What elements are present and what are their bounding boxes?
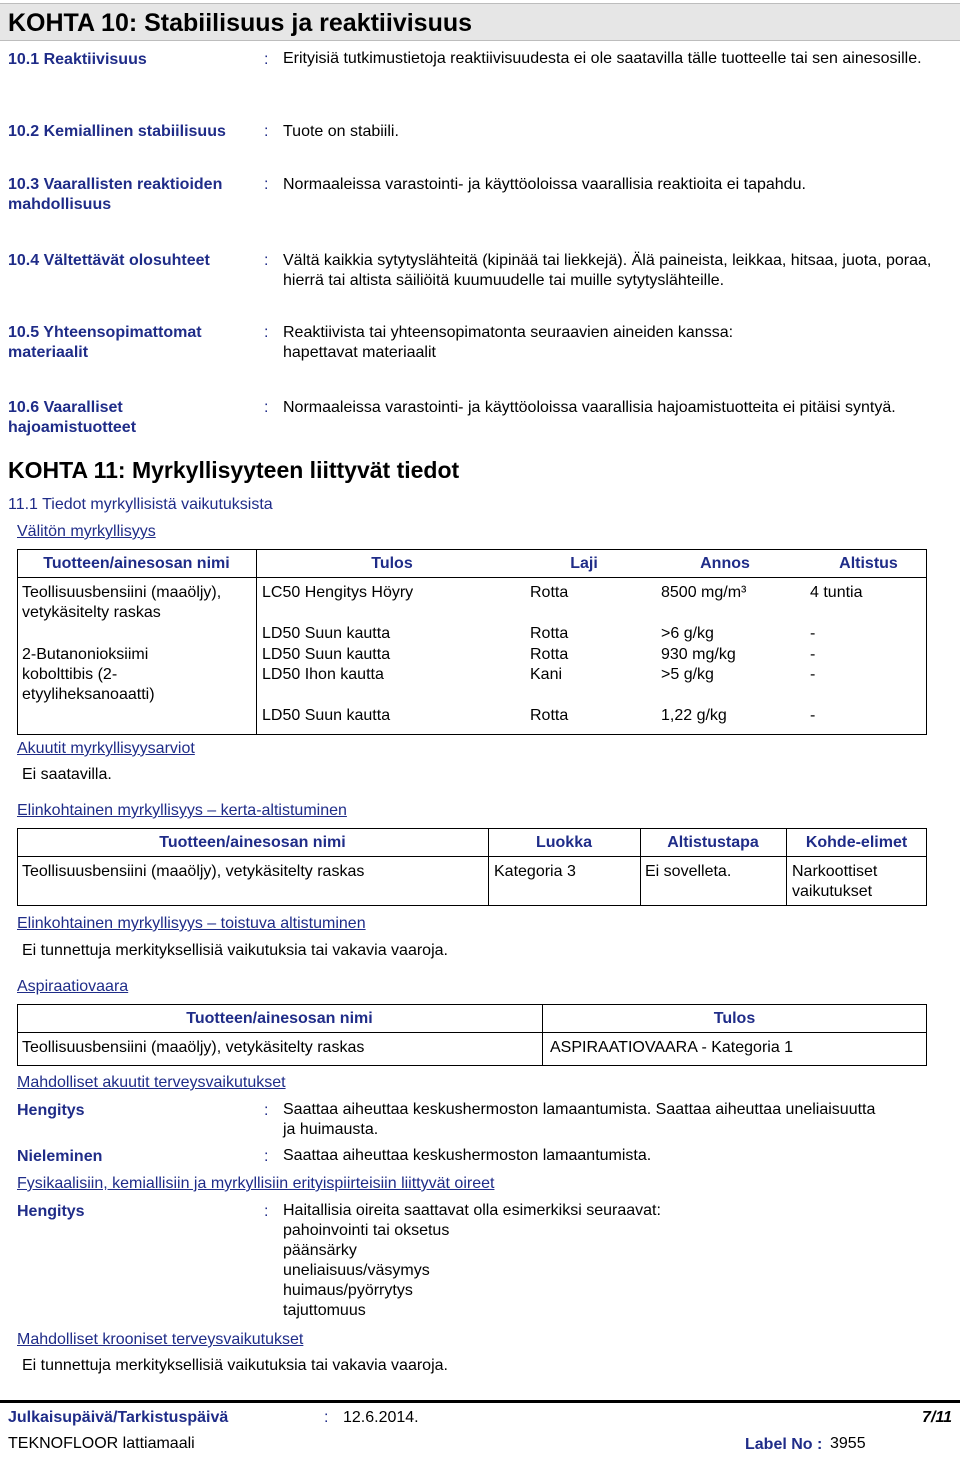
acute-toxicity-heading: Välitön myrkyllisyys <box>17 523 156 540</box>
footer-label-no-value: 3955 <box>830 1435 866 1452</box>
stot-single-heading: Elinkohtainen myrkyllisyys – kerta-altistuminen <box>17 802 347 819</box>
value-10-6: Normaaleissa varastointi- ja käyttöoloissa vaarallisia hajoamistuotteita ei pitäisi syntyä. <box>283 399 896 416</box>
acute-effects-value: Saattaa aiheuttaa keskushermoston lamaantumista. <box>283 1147 652 1164</box>
value-10-1: Erityisiä tutkimustietoja reaktiivisuudesta ei ole saatavilla tälle tuotteelle tai sen ainesosille. <box>283 50 922 67</box>
col-header-name: Tuotteen/ainesosan nimi <box>159 834 346 851</box>
tulos-cell: LD50 Suun kautta <box>262 646 391 663</box>
footer-divider <box>0 1400 960 1403</box>
tulos-cell: LD50 Suun kautta <box>262 707 391 724</box>
altistus-cell: 4 tuntia <box>810 584 863 601</box>
footer-page-number: 7/11 <box>922 1409 952 1426</box>
label-10-4: 10.4 Vältettävät olosuhteet <box>8 252 210 269</box>
annos-cell: >6 g/kg <box>661 625 714 642</box>
colon: : <box>264 252 269 269</box>
table-divider <box>256 549 257 735</box>
colon: : <box>264 123 269 140</box>
label-10-5: 10.5 Yhteensopimattomat materiaalit <box>8 324 202 361</box>
table-divider <box>17 856 927 857</box>
col-header-annos: Annos <box>700 555 750 572</box>
altistus-cell: - <box>810 646 816 663</box>
acute-effects-heading: Mahdolliset akuutit terveysvaikutukset <box>17 1074 286 1091</box>
altistus-cell: - <box>810 666 816 683</box>
stot-repeated-heading: Elinkohtainen myrkyllisyys – toistuva altistuminen <box>17 915 366 932</box>
symptoms-heading: Fysikaalisiin, kemiallisiin ja myrkyllisiin erityispiirteisiin liittyvät oireet <box>17 1175 495 1192</box>
laji-cell: Kani <box>530 666 563 683</box>
col-header-kohde-elimet: Kohde-elimet <box>805 834 908 851</box>
col-header-name: Tuotteen/ainesosan nimi <box>186 1010 373 1027</box>
footer-date-value: 12.6.2014. <box>343 1409 419 1426</box>
col-header-altistustapa: Altistustapa <box>667 834 759 851</box>
tulos-cell: LD50 Ihon kautta <box>262 666 384 683</box>
laji-cell: Rotta <box>530 625 569 642</box>
section-11-1-subtitle: 11.1 Tiedot myrkyllisistä vaikutuksista <box>8 496 273 513</box>
colon: : <box>264 324 269 341</box>
tulos-cell: LD50 Suun kautta <box>262 625 391 642</box>
altistus-cell: - <box>810 707 816 724</box>
substance-name: Teollisuusbensiini (maaöljy), vetykäsitelty raskas <box>22 863 365 880</box>
colon: : <box>264 1102 269 1119</box>
acute-effects-label: Hengitys <box>17 1102 85 1119</box>
colon: : <box>324 1409 329 1426</box>
colon: : <box>264 399 269 416</box>
tulos-cell: LC50 Hengitys Höyry <box>262 584 414 601</box>
colon: : <box>264 1203 269 1220</box>
colon: : <box>264 176 269 193</box>
section-10-header <box>0 3 960 41</box>
colon: : <box>264 51 269 68</box>
col-header-tulos: Tulos <box>713 1010 756 1027</box>
laji-cell: Rotta <box>530 584 569 601</box>
luokka-cell: Kategoria 3 <box>494 863 576 880</box>
symptoms-label: Hengitys <box>17 1203 85 1220</box>
aspiration-result: ASPIRAATIOVAARA - Kategoria 1 <box>550 1039 794 1056</box>
acute-effects-label: Nieleminen <box>17 1148 103 1165</box>
footer-product-name: TEKNOFLOOR lattiamaali <box>8 1435 195 1452</box>
chronic-text: Ei tunnettuja merkityksellisiä vaikutuksia tai vakavia vaaroja. <box>22 1357 448 1374</box>
substance-name: 2-Butanonioksiimi <box>22 646 149 663</box>
value-10-2: Tuote on stabiili. <box>283 123 399 140</box>
table-divider <box>17 577 927 578</box>
col-header-name: Tuotteen/ainesosan nimi <box>43 555 230 572</box>
annos-cell: 8500 mg/m³ <box>661 584 747 601</box>
footer-date-label: Julkaisupäivä/Tarkistuspäivä <box>8 1409 229 1426</box>
value-10-5: Reaktiivista tai yhteensopimatonta seuraavien aineiden kanssa: hapettavat materiaalit <box>283 324 734 361</box>
col-header-luokka: Luokka <box>535 834 592 851</box>
colon: : <box>264 1148 269 1165</box>
label-10-1: 10.1 Reaktiivisuus <box>8 51 147 68</box>
acute-estimates-text: Ei saatavilla. <box>22 766 112 783</box>
acute-estimates-heading: Akuutit myrkyllisyysarviot <box>17 740 195 757</box>
chronic-heading: Mahdolliset krooniset terveysvaikutukset <box>17 1331 304 1348</box>
laji-cell: Rotta <box>530 707 569 724</box>
kohde-elimet-cell: Narkoottiset vaikutukset <box>792 863 878 900</box>
label-10-3: 10.3 Vaarallisten reaktioiden mahdollisuus <box>8 176 223 213</box>
annos-cell: >5 g/kg <box>661 666 714 683</box>
section-10-title: KOHTA 10: Stabiilisuus ja reaktiivisuus <box>8 9 473 37</box>
aspiration-heading: Aspiraatiovaara <box>17 978 129 995</box>
annos-cell: 1,22 g/kg <box>661 707 727 724</box>
label-10-2: 10.2 Kemiallinen stabiilisuus <box>8 123 226 140</box>
symptoms-value: Haitallisia oireita saattavat olla esimerkiksi seuraavat: pahoinvointi tai oksetus päänsärky uneliaisuus/väsymys huimaus/pyörrytys tajuttomuus <box>283 1202 661 1319</box>
stot-repeated-text: Ei tunnettuja merkityksellisiä vaikutuksia tai vakavia vaaroja. <box>22 942 448 959</box>
col-header-laji: Laji <box>570 555 598 572</box>
col-header-tulos: Tulos <box>371 555 413 572</box>
label-10-6: 10.6 Vaaralliset hajoamistuotteet <box>8 399 137 436</box>
value-10-4: Vältä kaikkia sytytyslähteitä (kipinää tai liekkejä). Älä paineista, leikkaa, hitsaa, juota, poraa, hierrä tai altista säiliöitä kuumuudelle tai muille sytytyslähteille. <box>283 252 932 289</box>
acute-effects-value: Saattaa aiheuttaa keskushermoston lamaantumista. Saattaa aiheuttaa uneliaisuutta ja huimausta. <box>283 1101 876 1138</box>
table-divider <box>17 1032 927 1033</box>
substance-name: Teollisuusbensiini (maaöljy), vetykäsitelty raskas <box>22 1039 365 1056</box>
annos-cell: 930 mg/kg <box>661 646 736 663</box>
footer-label-no-label: Label No : <box>745 1436 823 1453</box>
col-header-altistus: Altistus <box>839 555 898 572</box>
altistustapa-cell: Ei sovelleta. <box>645 863 732 880</box>
value-10-3: Normaaleissa varastointi- ja käyttöoloissa vaarallisia reaktioita ei tapahdu. <box>283 176 806 193</box>
substance-name: Teollisuusbensiini (maaöljy), vetykäsitelty raskas <box>22 584 222 621</box>
laji-cell: Rotta <box>530 646 569 663</box>
altistus-cell: - <box>810 625 816 642</box>
substance-name: kobolttibis (2-etyyliheksanoaatti) <box>22 666 155 703</box>
section-11-title: KOHTA 11: Myrkyllisyyteen liittyvät tiedot <box>8 457 460 483</box>
